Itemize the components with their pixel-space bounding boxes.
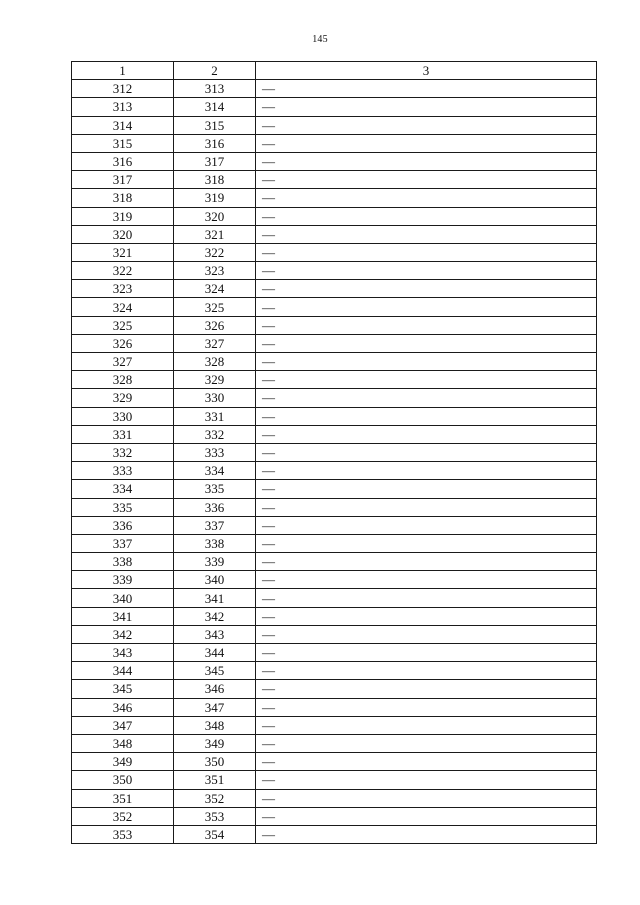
cell-col-1: 347 — [72, 716, 174, 734]
cell-col-3: — — [256, 225, 597, 243]
cell-col-2: 329 — [174, 371, 256, 389]
cell-col-3: — — [256, 116, 597, 134]
table-row — [72, 443, 597, 461]
cell-col-1: 330 — [72, 407, 174, 425]
table-row — [72, 98, 597, 116]
table-header — [72, 62, 597, 80]
cell-col-1: 340 — [72, 589, 174, 607]
cell-col-3: — — [256, 589, 597, 607]
cell-col-2: 319 — [174, 189, 256, 207]
cell-col-3: — — [256, 753, 597, 771]
cell-col-1: 339 — [72, 571, 174, 589]
cell-col-2: 335 — [174, 480, 256, 498]
cell-col-3: — — [256, 825, 597, 843]
table-row — [72, 807, 597, 825]
cell-col-3: — — [256, 425, 597, 443]
cell-col-3: — — [256, 134, 597, 152]
cell-col-3: — — [256, 534, 597, 552]
table-row — [72, 462, 597, 480]
table-row — [72, 225, 597, 243]
cell-col-3: — — [256, 371, 597, 389]
cell-col-1: 331 — [72, 425, 174, 443]
cell-col-2: 340 — [174, 571, 256, 589]
table-row — [72, 498, 597, 516]
cell-col-3: — — [256, 607, 597, 625]
cell-col-2: 338 — [174, 534, 256, 552]
cell-col-1: 332 — [72, 443, 174, 461]
cell-col-3: — — [256, 462, 597, 480]
column-header-1: 1 — [72, 62, 174, 80]
cell-col-1: 324 — [72, 298, 174, 316]
cell-col-2: 342 — [174, 607, 256, 625]
cell-col-1: 336 — [72, 516, 174, 534]
cell-col-3: — — [256, 80, 597, 98]
cell-col-1: 345 — [72, 680, 174, 698]
table-row — [72, 189, 597, 207]
cell-col-1: 319 — [72, 207, 174, 225]
cell-col-1: 320 — [72, 225, 174, 243]
table-row — [72, 625, 597, 643]
cell-col-1: 343 — [72, 644, 174, 662]
cell-col-3: — — [256, 571, 597, 589]
cell-col-3: — — [256, 789, 597, 807]
cell-col-1: 323 — [72, 280, 174, 298]
cell-col-1: 346 — [72, 698, 174, 716]
cell-col-2: 332 — [174, 425, 256, 443]
cell-col-3: — — [256, 807, 597, 825]
cell-col-3: — — [256, 734, 597, 752]
table-row — [72, 316, 597, 334]
cell-col-2: 354 — [174, 825, 256, 843]
header-row — [72, 62, 597, 80]
cell-col-1: 341 — [72, 607, 174, 625]
table-row — [72, 789, 597, 807]
data-table — [71, 61, 597, 844]
cell-col-3: — — [256, 98, 597, 116]
cell-col-3: — — [256, 553, 597, 571]
cell-col-1: 334 — [72, 480, 174, 498]
cell-col-3: — — [256, 716, 597, 734]
cell-col-1: 321 — [72, 243, 174, 261]
cell-col-3: — — [256, 171, 597, 189]
cell-col-2: 326 — [174, 316, 256, 334]
table-row — [72, 516, 597, 534]
cell-col-3: — — [256, 334, 597, 352]
cell-col-2: 325 — [174, 298, 256, 316]
cell-col-1: 317 — [72, 171, 174, 189]
table-row — [72, 480, 597, 498]
cell-col-1: 333 — [72, 462, 174, 480]
table-row — [72, 389, 597, 407]
table-row — [72, 644, 597, 662]
cell-col-3: — — [256, 407, 597, 425]
cell-col-2: 320 — [174, 207, 256, 225]
table-row — [72, 280, 597, 298]
cell-col-2: 343 — [174, 625, 256, 643]
cell-col-2: 341 — [174, 589, 256, 607]
cell-col-2: 339 — [174, 553, 256, 571]
cell-col-3: — — [256, 625, 597, 643]
table-row — [72, 407, 597, 425]
table-row — [72, 243, 597, 261]
cell-col-3: — — [256, 262, 597, 280]
page-number: 145 — [312, 34, 328, 45]
cell-col-3: — — [256, 280, 597, 298]
cell-col-3: — — [256, 698, 597, 716]
cell-col-3: — — [256, 516, 597, 534]
cell-col-2: 336 — [174, 498, 256, 516]
cell-col-3: — — [256, 480, 597, 498]
cell-col-1: 312 — [72, 80, 174, 98]
cell-col-3: — — [256, 152, 597, 170]
cell-col-1: 344 — [72, 662, 174, 680]
table-row — [72, 298, 597, 316]
cell-col-1: 338 — [72, 553, 174, 571]
cell-col-2: 348 — [174, 716, 256, 734]
cell-col-3: — — [256, 189, 597, 207]
cell-col-2: 315 — [174, 116, 256, 134]
cell-col-2: 324 — [174, 280, 256, 298]
cell-col-3: — — [256, 771, 597, 789]
cell-col-2: 334 — [174, 462, 256, 480]
cell-col-2: 321 — [174, 225, 256, 243]
cell-col-2: 344 — [174, 644, 256, 662]
table-row — [72, 825, 597, 843]
cell-col-2: 327 — [174, 334, 256, 352]
cell-col-2: 318 — [174, 171, 256, 189]
cell-col-1: 328 — [72, 371, 174, 389]
table-row — [72, 571, 597, 589]
column-header-2: 2 — [174, 62, 256, 80]
cell-col-2: 333 — [174, 443, 256, 461]
cell-col-3: — — [256, 207, 597, 225]
cell-col-3: — — [256, 389, 597, 407]
cell-col-3: — — [256, 443, 597, 461]
cell-col-2: 313 — [174, 80, 256, 98]
table-row — [72, 134, 597, 152]
cell-col-3: — — [256, 298, 597, 316]
cell-col-1: 316 — [72, 152, 174, 170]
table-row — [72, 680, 597, 698]
column-header-3: 3 — [256, 62, 597, 80]
cell-col-1: 351 — [72, 789, 174, 807]
cell-col-1: 342 — [72, 625, 174, 643]
cell-col-2: 331 — [174, 407, 256, 425]
table-row — [72, 371, 597, 389]
table-row — [72, 734, 597, 752]
table-row — [72, 152, 597, 170]
cell-col-3: — — [256, 662, 597, 680]
table-row — [72, 662, 597, 680]
cell-col-2: 353 — [174, 807, 256, 825]
table-row — [72, 353, 597, 371]
cell-col-2: 322 — [174, 243, 256, 261]
table-row — [72, 753, 597, 771]
cell-col-2: 316 — [174, 134, 256, 152]
table-row — [72, 716, 597, 734]
cell-col-1: 353 — [72, 825, 174, 843]
cell-col-3: — — [256, 498, 597, 516]
cell-col-3: — — [256, 243, 597, 261]
table-row — [72, 771, 597, 789]
table-row — [72, 262, 597, 280]
cell-col-2: 350 — [174, 753, 256, 771]
table-row — [72, 534, 597, 552]
cell-col-1: 313 — [72, 98, 174, 116]
table-row — [72, 698, 597, 716]
cell-col-3: — — [256, 680, 597, 698]
cell-col-3: — — [256, 353, 597, 371]
table-row — [72, 607, 597, 625]
cell-col-2: 345 — [174, 662, 256, 680]
table-row — [72, 425, 597, 443]
table-row — [72, 334, 597, 352]
cell-col-1: 314 — [72, 116, 174, 134]
cell-col-2: 330 — [174, 389, 256, 407]
cell-col-1: 329 — [72, 389, 174, 407]
cell-col-1: 325 — [72, 316, 174, 334]
cell-col-1: 318 — [72, 189, 174, 207]
cell-col-2: 347 — [174, 698, 256, 716]
cell-col-1: 350 — [72, 771, 174, 789]
cell-col-2: 352 — [174, 789, 256, 807]
cell-col-1: 322 — [72, 262, 174, 280]
table-row — [72, 553, 597, 571]
cell-col-2: 314 — [174, 98, 256, 116]
cell-col-2: 317 — [174, 152, 256, 170]
cell-col-2: 337 — [174, 516, 256, 534]
cell-col-2: 323 — [174, 262, 256, 280]
cell-col-2: 349 — [174, 734, 256, 752]
table-row — [72, 80, 597, 98]
table-row — [72, 116, 597, 134]
cell-col-2: 351 — [174, 771, 256, 789]
cell-col-1: 327 — [72, 353, 174, 371]
table-row — [72, 207, 597, 225]
cell-col-3: — — [256, 316, 597, 334]
cell-col-1: 315 — [72, 134, 174, 152]
cell-col-1: 326 — [72, 334, 174, 352]
table-row — [72, 171, 597, 189]
cell-col-1: 352 — [72, 807, 174, 825]
cell-col-1: 348 — [72, 734, 174, 752]
cell-col-2: 328 — [174, 353, 256, 371]
scan-artifact — [0, 897, 640, 905]
cell-col-1: 349 — [72, 753, 174, 771]
table-row — [72, 589, 597, 607]
cell-col-3: — — [256, 644, 597, 662]
cell-col-1: 335 — [72, 498, 174, 516]
cell-col-2: 346 — [174, 680, 256, 698]
cell-col-1: 337 — [72, 534, 174, 552]
table-body — [72, 80, 597, 844]
